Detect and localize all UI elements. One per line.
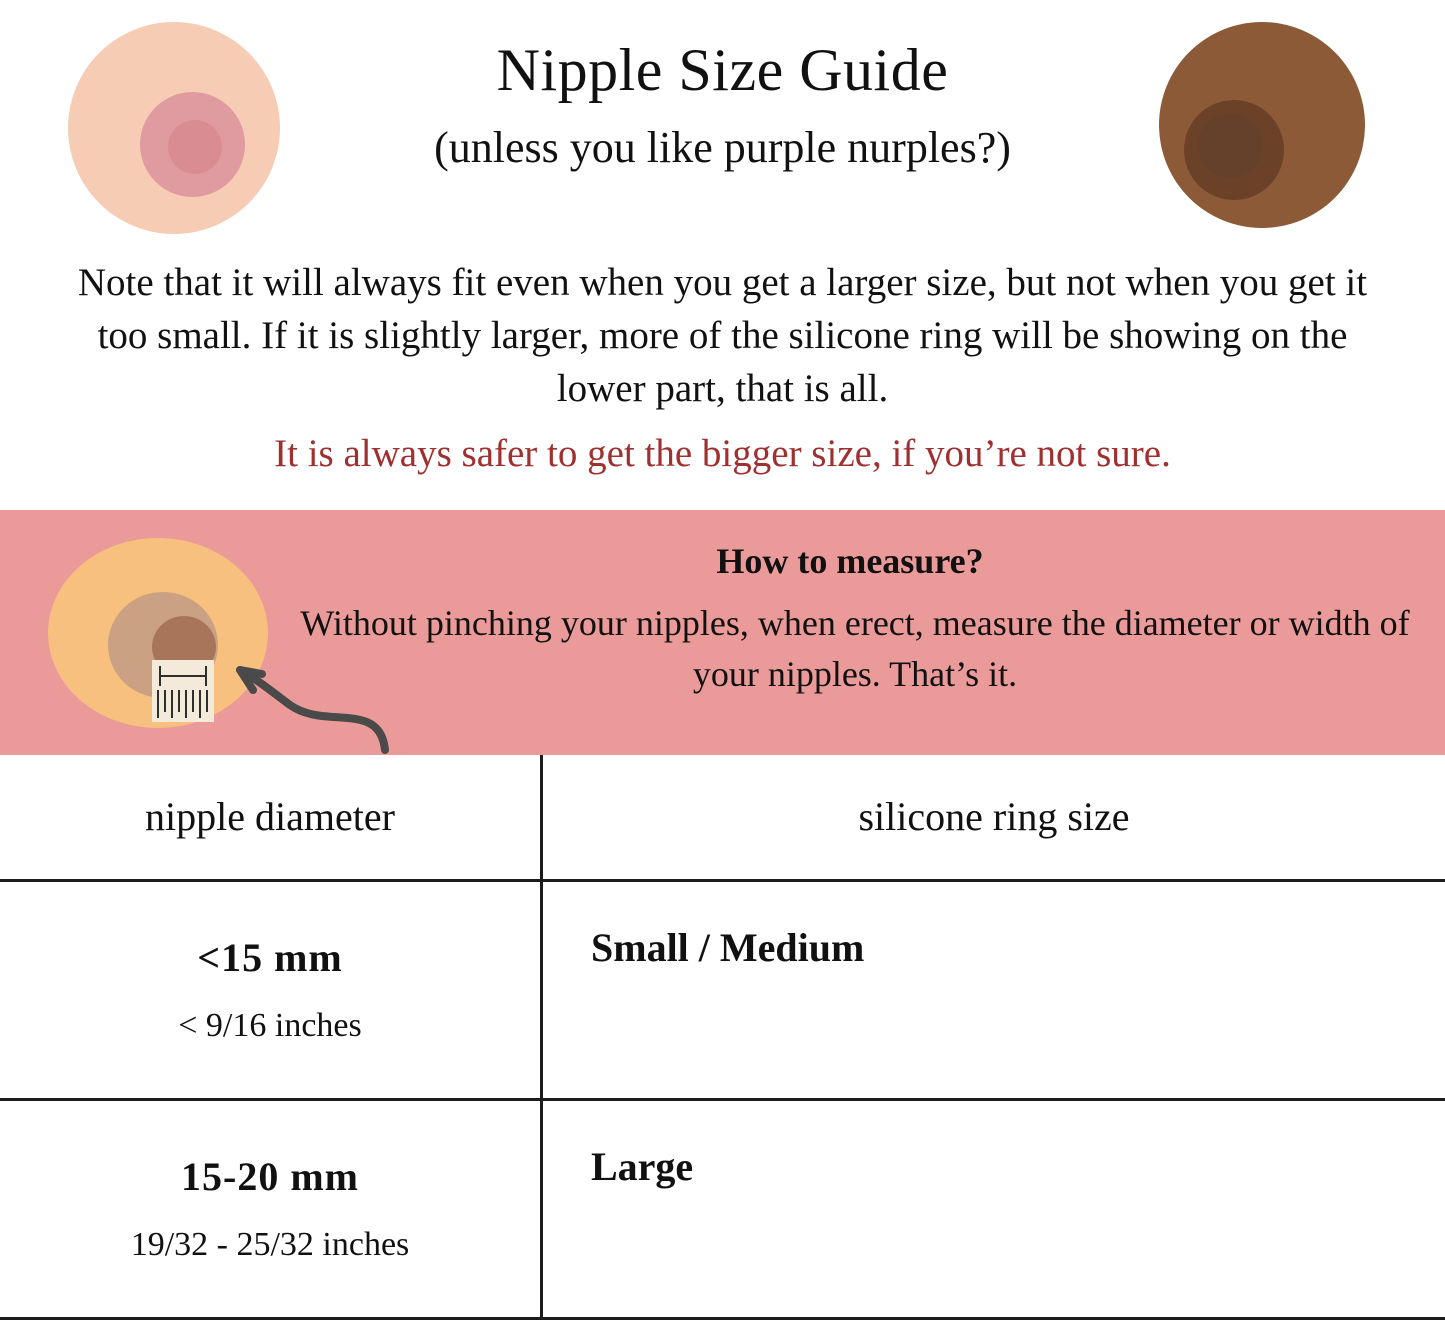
diameter-inches-1: < 9/16 inches: [178, 1007, 362, 1045]
note-warning: It is always safer to get the bigger size, if you’re not sure.: [274, 432, 1171, 476]
note-paragraph: Note that it will always fit even when you get a larger size, but not when you get it too small. If it is slightly larger, more of the silicone ring will be showing on the lower part, that is all.: [77, 261, 1368, 411]
diameter-mm-1: <15 mm: [197, 935, 343, 981]
column-header-ring-size: silicone ring size: [542, 755, 1445, 881]
ring-size-cell-2: [542, 1099, 1445, 1318]
nipple-dark-icon: [1198, 114, 1262, 178]
measure-title: How to measure?: [716, 540, 984, 581]
ring-size-2: Large: [591, 1144, 694, 1190]
diameter-cell-2: [0, 1099, 542, 1318]
column-header-nipple-diameter: nipple diameter: [0, 755, 542, 881]
measure-text: Without pinching your nipples, when erect, measure the diameter or width of your nipples. That’s it.: [300, 602, 1410, 694]
page-subtitle: (unless you like purple nurples?): [434, 123, 1011, 172]
header: [0, 0, 1445, 250]
ring-size-cell-1: [542, 880, 1445, 1099]
table-header-row: [0, 755, 1445, 881]
how-to-measure-band: [0, 510, 1445, 755]
table-row: [0, 1099, 1445, 1318]
table-row: [0, 880, 1445, 1099]
page-title: Nipple Size Guide: [496, 37, 949, 103]
diameter-cell-1: [0, 880, 542, 1099]
ring-size-1: Small / Medium: [591, 925, 865, 971]
diameter-inches-2: 19/32 - 25/32 inches: [130, 1226, 410, 1264]
size-table: [0, 755, 1445, 1320]
diameter-mm-2: 15-20 mm: [181, 1154, 359, 1200]
